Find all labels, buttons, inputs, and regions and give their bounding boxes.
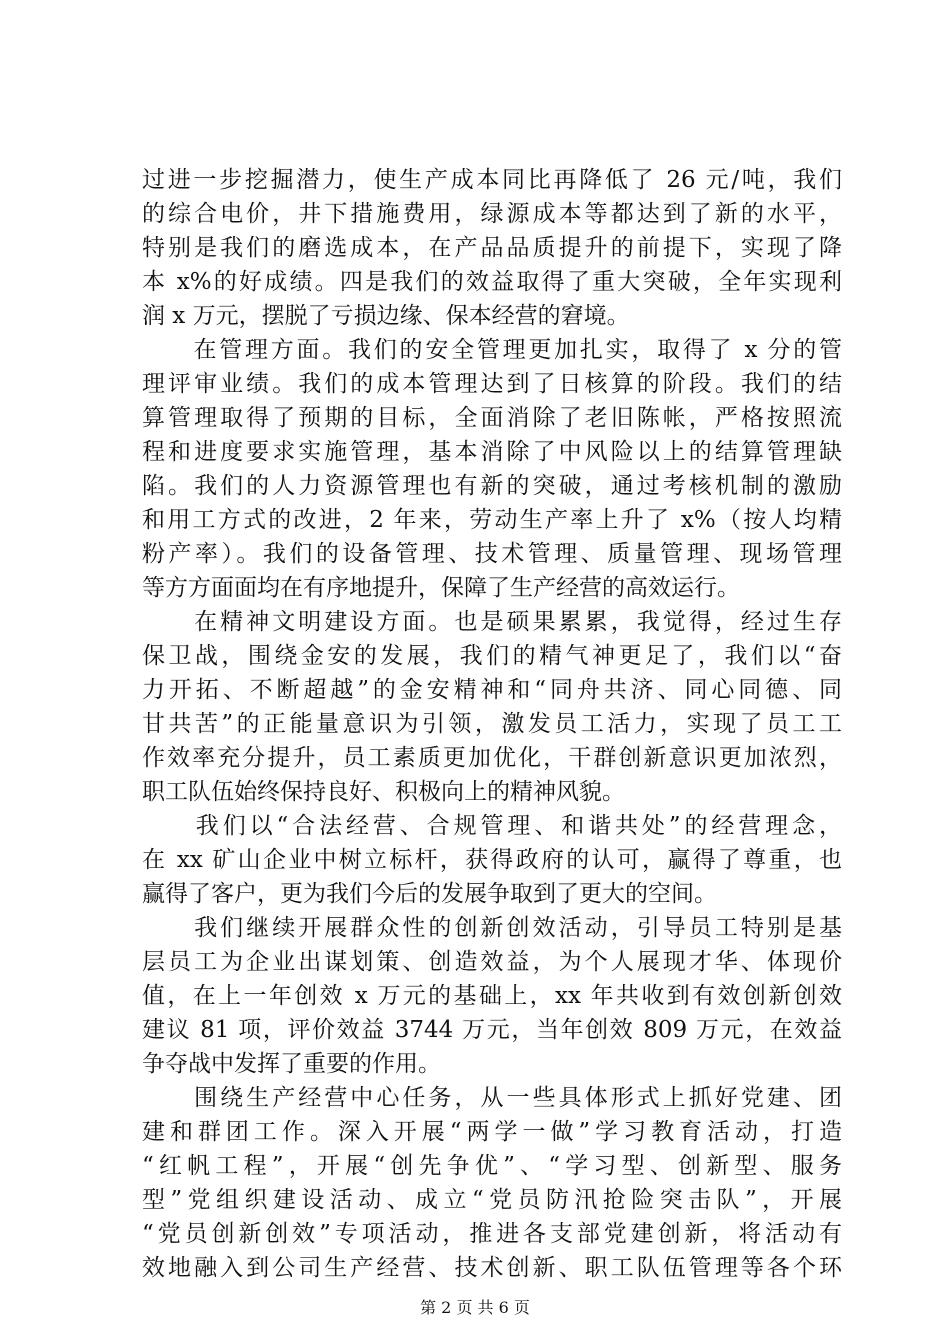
- page-number-footer: 第 2 页 共 6 页: [420, 1298, 530, 1317]
- text-line: 力开拓、不断超越”的金安精神和“同舟共济、同心同德、同: [142, 677, 842, 703]
- text-line: 甘共苦”的正能量意识为引领，激发员工活力，实现了员工工: [142, 711, 842, 737]
- text-line: 特别是我们的磨选成本，在产品品质提升的前提下，实现了降: [142, 235, 842, 261]
- body-text: [142, 163, 842, 1285]
- text-line: 等方方面面均在有序地提升，保障了生产经营的高效运行。: [142, 575, 740, 601]
- text-line: 陷。我们的人力资源管理也有新的突破，通过考核机制的激励: [142, 473, 842, 499]
- text-line: 层员工为企业出谋划策、创造效益，为个人展现才华、体现价: [142, 949, 842, 975]
- text-line: 本 x%的好成绩。四是我们的效益取得了重大突破，全年实现利: [142, 269, 842, 295]
- text-line: 值，在上一年创效 x 万元的基础上，xx 年共收到有效创新创效: [142, 983, 842, 1009]
- text-line: 润 x 万元，摆脱了亏损边缘、保本经营的窘境。: [142, 303, 630, 329]
- text-line: 我们继续开展群众性的创新创效活动，引导员工特别是基: [142, 915, 842, 941]
- text-line: 的综合电价，井下措施费用，绿源成本等都达到了新的水平，: [142, 201, 842, 227]
- text-line: 理评审业绩。我们的成本管理达到了日核算的阶段。我们的结: [142, 371, 842, 397]
- text-line: 在 xx 矿山企业中树立标杆，获得政府的认可，赢得了尊重，也: [142, 847, 842, 873]
- text-line: 争夺战中发挥了重要的作用。: [142, 1051, 441, 1077]
- text-line: 型”党组织建设活动、成立“党员防汛抢险突击队”，开展: [142, 1187, 842, 1213]
- text-line: 建和群团工作。深入开展“两学一做”学习教育活动，打造: [142, 1119, 842, 1145]
- text-line: 作效率充分提升，员工素质更加优化，干群创新意识更加浓烈，: [142, 745, 842, 771]
- text-line: 职工队伍始终保持良好、积极向上的精神风貌。: [142, 779, 625, 805]
- text-line: 赢得了客户，更为我们今后的发展争取到了更大的空间。: [142, 881, 717, 907]
- text-line: 程和进度要求实施管理，基本消除了中风险以上的结算管理缺: [142, 439, 842, 465]
- text-line: 建议 81 项，评价效益 3744 万元，当年创效 809 万元，在效益: [142, 1017, 842, 1043]
- text-line: 保卫战，围绕金安的发展，我们的精气神更足了，我们以“奋: [142, 643, 842, 669]
- text-line: 粉产率）。我们的设备管理、技术管理、质量管理、现场管理: [142, 541, 842, 567]
- text-line: 和用工方式的改进，2 年来，劳动生产率上升了 x%（按人均精: [142, 507, 842, 533]
- text-line: 算管理取得了预期的目标，全面消除了老旧陈帐，严格按照流: [142, 405, 842, 431]
- text-line: 在管理方面。我们的安全管理更加扎实，取得了 x 分的管: [142, 337, 842, 363]
- text-line: 效地融入到公司生产经营、技术创新、职工队伍管理等各个环: [142, 1255, 842, 1281]
- text-line: 围绕生产经营中心任务，从一些具体形式上抓好党建、团: [142, 1085, 842, 1111]
- text-line: 过进一步挖掘潜力，使生产成本同比再降低了 26 元/吨，我们: [142, 167, 842, 193]
- text-line: “红帆工程”，开展“创先争优”、“学习型、创新型、服务: [142, 1153, 842, 1179]
- text-line: “党员创新创效”专项活动，推进各支部党建创新，将活动有: [142, 1221, 842, 1247]
- text-line: 我们以“合法经营、合规管理、和谐共处”的经营理念，: [142, 813, 842, 839]
- text-line: 在精神文明建设方面。也是硕果累累，我觉得，经过生存: [142, 609, 842, 635]
